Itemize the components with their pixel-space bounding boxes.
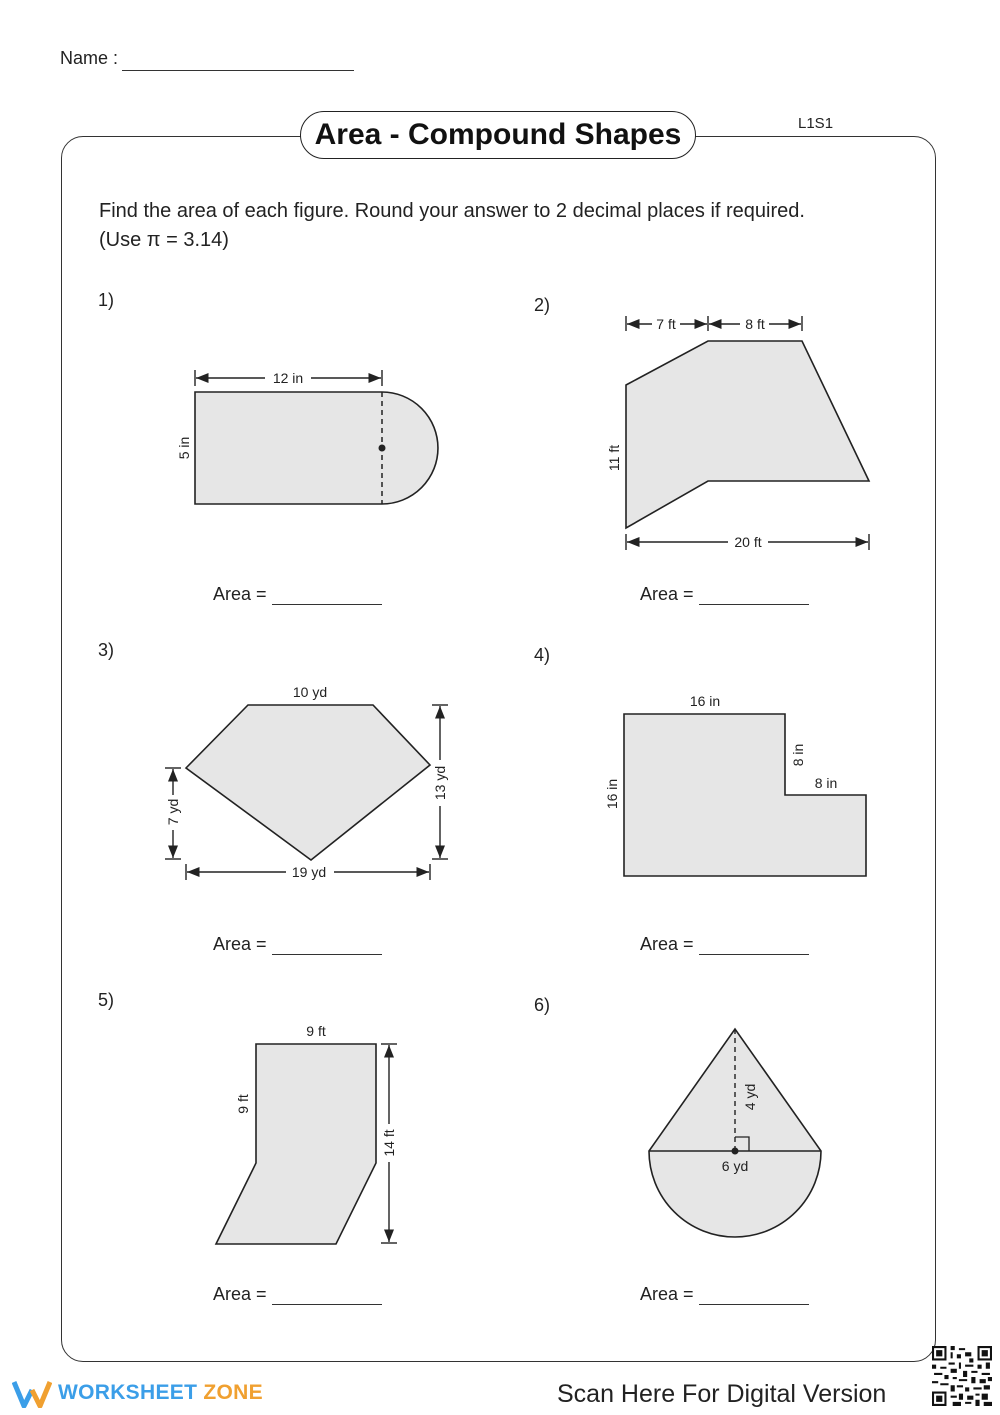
figure-6-cone-shape xyxy=(649,1029,821,1237)
figure-1-rect-semicircle xyxy=(195,392,438,504)
figure-2-label-left: 11 ft xyxy=(606,444,622,472)
problem-6-number: 6) xyxy=(534,995,551,1015)
problem-3-number: 3) xyxy=(98,640,115,660)
instructions-line-2: (Use π = 3.14) xyxy=(99,229,229,251)
figure-2-polygon xyxy=(626,341,869,528)
brand-w-icon xyxy=(12,1378,52,1408)
figure-3-label-right: 13 yd xyxy=(432,765,448,801)
figure-6-label-diameter: 6 yd xyxy=(721,1158,749,1174)
figure-4-label-left: 16 in xyxy=(604,778,620,810)
problem-4-area-label: Area = xyxy=(640,934,694,954)
figure-3-pentagon xyxy=(186,705,430,860)
problem-5-area-label: Area = xyxy=(213,1284,267,1304)
brand-main: WORKSHEET xyxy=(58,1381,198,1404)
figure-5-label-top: 9 ft xyxy=(306,1023,326,1039)
figure-1-label-left: 5 in xyxy=(176,436,192,460)
figure-3-label-top: 10 yd xyxy=(292,684,328,700)
problem-1-number: 1) xyxy=(98,290,115,310)
figure-2-label-top-left: 7 ft xyxy=(656,316,676,332)
problem-4-number: 4) xyxy=(534,645,551,665)
figure-2-label-top-right: 8 ft xyxy=(745,316,765,332)
problem-3-area-label: Area = xyxy=(213,934,267,954)
problem-1-answer-line[interactable] xyxy=(272,604,382,605)
name-label: Name : xyxy=(60,48,119,68)
figure-6-label-height: 4 yd xyxy=(742,1083,758,1111)
brand-text xyxy=(58,1381,263,1405)
figure-4-label-notch-bottom: 8 in xyxy=(814,775,838,791)
instructions-line-1: Find the area of each figure. Round your answer to 2 decimal places if required. xyxy=(99,200,805,222)
figure-1-label-top: 12 in xyxy=(272,370,304,386)
problem-1-area-label: Area = xyxy=(213,584,267,604)
brand-logo xyxy=(12,1378,263,1408)
figure-2-top-dimensions xyxy=(626,316,802,331)
figure-4-l-shape xyxy=(624,714,866,876)
figure-3-label-bottom: 19 yd xyxy=(291,864,327,880)
problem-6-answer-line[interactable] xyxy=(699,1304,809,1305)
scan-caption: Scan Here For Digital Version xyxy=(557,1380,887,1408)
problem-3-answer-line[interactable] xyxy=(272,954,382,955)
problem-2-number: 2) xyxy=(534,295,551,315)
qr-code-icon[interactable] xyxy=(932,1346,992,1406)
problem-2-answer-line[interactable] xyxy=(699,604,809,605)
problem-5-number: 5) xyxy=(98,990,115,1010)
worksheet-code: L1S1 xyxy=(798,115,834,132)
problem-4-answer-line[interactable] xyxy=(699,954,809,955)
brand-accent: ZONE xyxy=(203,1381,263,1404)
figure-2-label-bottom: 20 ft xyxy=(734,534,762,550)
figure-5-label-left: 9 ft xyxy=(235,1094,251,1114)
figure-5-polygon xyxy=(216,1044,376,1244)
figure-5-label-right: 14 ft xyxy=(381,1129,397,1157)
problem-5-answer-line[interactable] xyxy=(272,1304,382,1305)
figure-3-label-left: 7 yd xyxy=(165,798,181,826)
figure-4-label-notch-side: 8 in xyxy=(790,743,806,767)
page-title: Area - Compound Shapes xyxy=(300,111,696,159)
figure-4-label-top: 16 in xyxy=(689,693,721,709)
problem-6-area-label: Area = xyxy=(640,1284,694,1304)
problem-2-area-label: Area = xyxy=(640,584,694,604)
